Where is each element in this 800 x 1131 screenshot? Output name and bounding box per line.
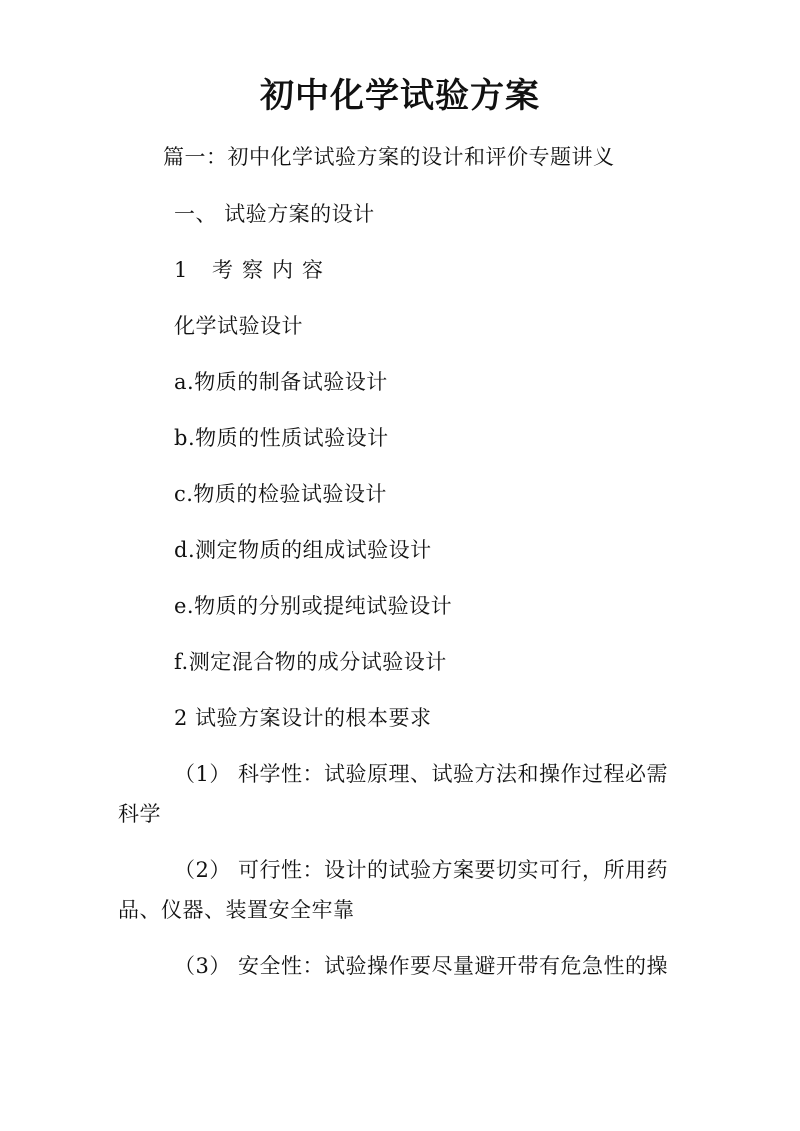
document-subtitle: 篇一：初中化学试验方案的设计和评价专题讲义 xyxy=(163,145,615,169)
list-item: a.物质的制备试验设计 xyxy=(174,370,388,394)
subsection-heading: 2 试验方案设计的根本要求 xyxy=(174,706,432,730)
list-item: f.测定混合物的成分试验设计 xyxy=(174,650,447,674)
requirement-line: 品、仪器、装置安全牢靠 xyxy=(118,898,355,922)
list-item: c.物质的检验试验设计 xyxy=(174,482,387,506)
list-intro: 化学试验设计 xyxy=(174,314,303,338)
subsection-heading: 1 考察内容 xyxy=(174,258,333,282)
requirement-line: （2） 可行性：设计的试验方案要切实可行，所用药 xyxy=(174,858,669,882)
document-title: 初中化学试验方案 xyxy=(260,76,540,116)
list-item: b.物质的性质试验设计 xyxy=(174,426,389,450)
list-item: d.测定物质的组成试验设计 xyxy=(174,538,432,562)
requirement-line: （1） 科学性：试验原理、试验方法和操作过程必需 xyxy=(174,762,669,786)
list-item: e.物质的分别或提纯试验设计 xyxy=(174,594,453,618)
requirement-line: （3） 安全性：试验操作要尽量避开带有危急性的操 xyxy=(174,954,669,978)
section-heading: 一、 试验方案的设计 xyxy=(174,202,375,226)
requirement-line: 科学 xyxy=(118,802,161,826)
